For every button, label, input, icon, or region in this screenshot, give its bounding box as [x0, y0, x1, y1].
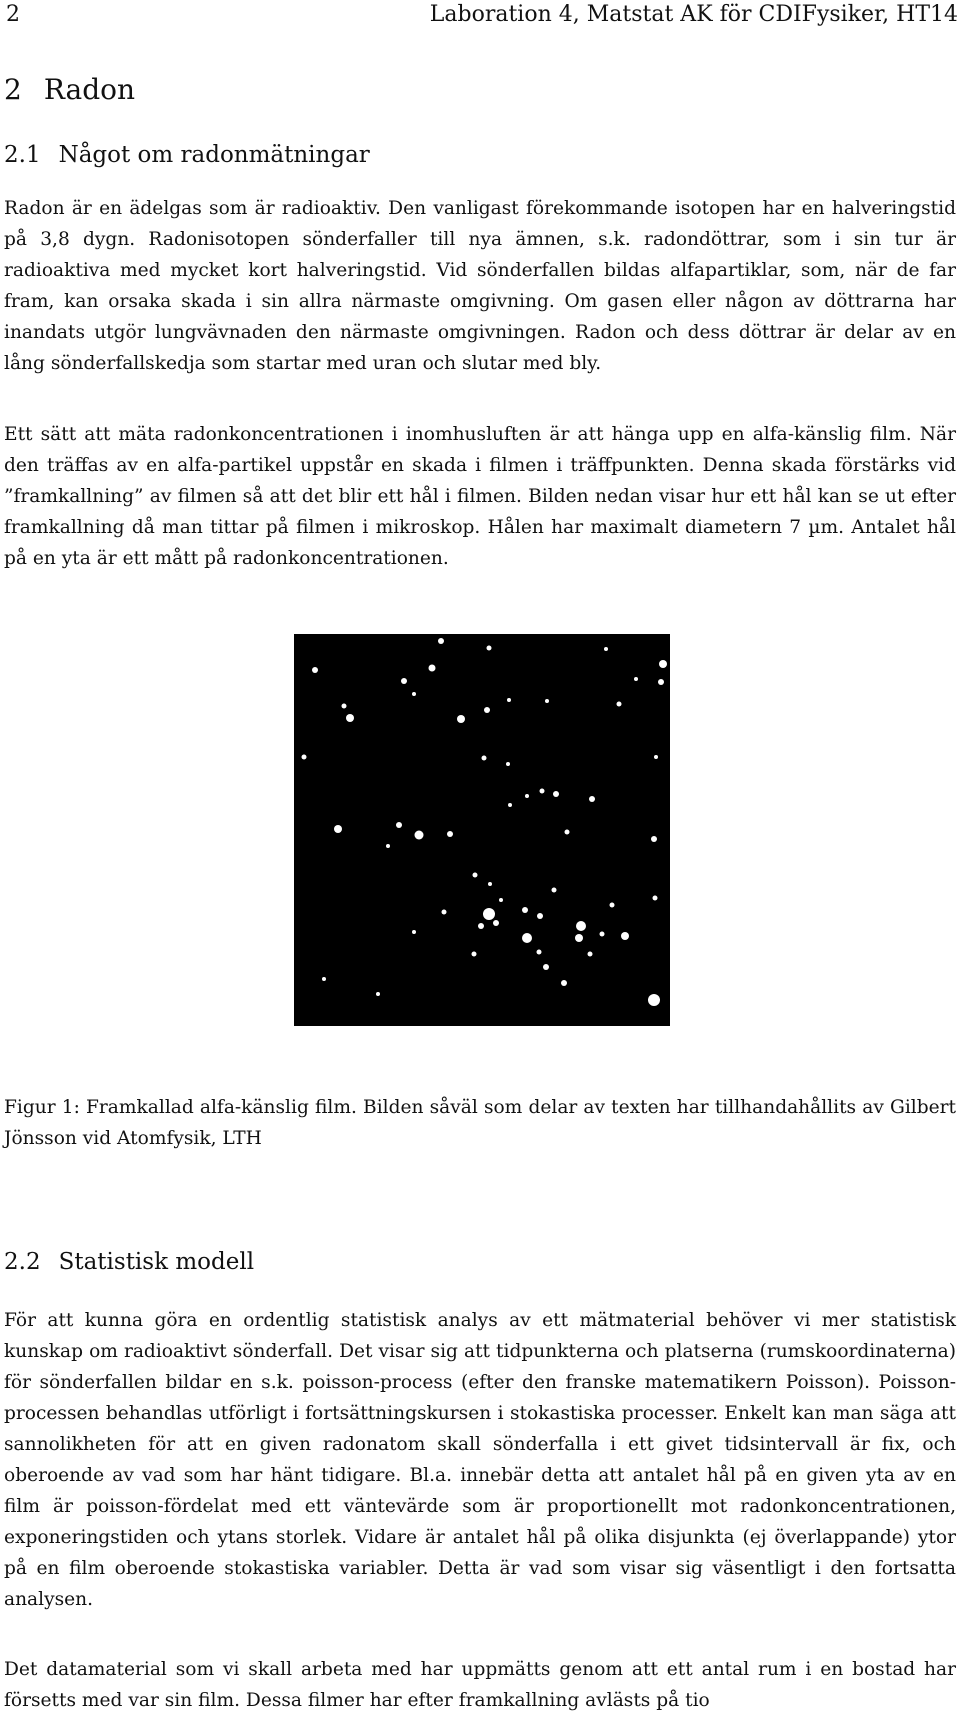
subsection-number: 2.1: [4, 142, 41, 168]
paragraph-statistical-model: För att kunna göra en ordentlig statistisk analys av ett mätmaterial behöver vi mer statistisk kunskap om radioaktivt sönderfall. Det visar sig att tidpunkterna och platserna (rumskoordinaterna) för sönderfallen bildar en s.k. poisson-process (efter den franske matematikern Poisson). Poisson-processen behandlas utförligt i fortsättningskursen i stokastiska processer. Enkelt kan man säga att sannolikheten för att en given radonatom skall sönderfalla i ett givet tidsintervall är fix, och oberoende av vad som har hänt tidigare. Bl.a. innebär detta att antalet hål på en given yta av en film är poisson-fördelat med ett väntevärde som är proportionellt mot radonkoncentrationen, exponeringstiden och ytans storlek. Vidare är antalet hål på olika disjunkta (ej överlappande) ytor på en film oberoende stokastiska variabler. Detta är vad som visar sig väsentligt i den fortsatta analysen.: [4, 1310, 956, 1610]
running-header: Laboration 4, Matstat AK för CDIFysiker, HT14: [429, 2, 958, 27]
section-title: Radon: [43, 73, 136, 106]
paragraph-film-measurement: Ett sätt att mäta radonkoncentrationen i inomhusluften är att hänga upp en alfa-känslig film. När den träffas av en alfa-partikel uppstår en skada i filmen i träffpunkten. Denna skada förstärks vid ”framkallning” av filmen så att det blir ett hål i filmen. Bilden nedan visar hur ett hål kan se ut efter framkallning då man tittar på filmen i mikroskop. Hålen har maximalt diametern 7 µm. Antalet hål på en yta är ett mått på radonkoncentrationen.: [4, 424, 956, 569]
section-heading: [4, 73, 135, 106]
subsection-title: Statistisk modell: [58, 1249, 255, 1275]
paragraph-radon-intro: Radon är en ädelgas som är radioaktiv. Den vanligast förekommande isotopen har en halveringstid på 3,8 dygn. Radonisotopen sönderfaller till nya ämnen, s.k. radondöttrar, som i sin tur är radioaktiva med mycket kort halveringstid. Vid sönderfallen bildas alfapartiklar, som, när de far fram, kan orsaka skada i sin allra närmaste omgivning. Om gasen eller någon av döttrarna har inandats utgör lungvävnaden den närmaste omgivningen. Radon och dess döttrar är delar av en lång sönderfallskedja som startar med uran och slutar med bly.: [4, 198, 956, 374]
subsection-number: 2.2: [4, 1249, 41, 1275]
figure-caption: Figur 1: Framkallad alfa-känslig film. Bilden såväl som delar av texten har tillhandahållits av Gilbert Jönsson vid Atomfysik, LTH: [4, 1097, 956, 1149]
subsection-heading-2: [4, 1249, 254, 1275]
subsection-title: Något om radonmätningar: [58, 142, 370, 168]
film-micrograph-image: [294, 634, 670, 1026]
film-holes-graphic: [294, 634, 670, 1026]
paragraph-data-material: Det datamaterial som vi skall arbeta med har uppmätts genom att ett antal rum i en bostad har försetts med var sin film. Dessa filmer har efter framkallning avlästs på tio: [4, 1659, 956, 1711]
page-number: 2: [6, 2, 20, 27]
section-number: 2: [4, 73, 22, 106]
subsection-heading-1: [4, 142, 370, 168]
